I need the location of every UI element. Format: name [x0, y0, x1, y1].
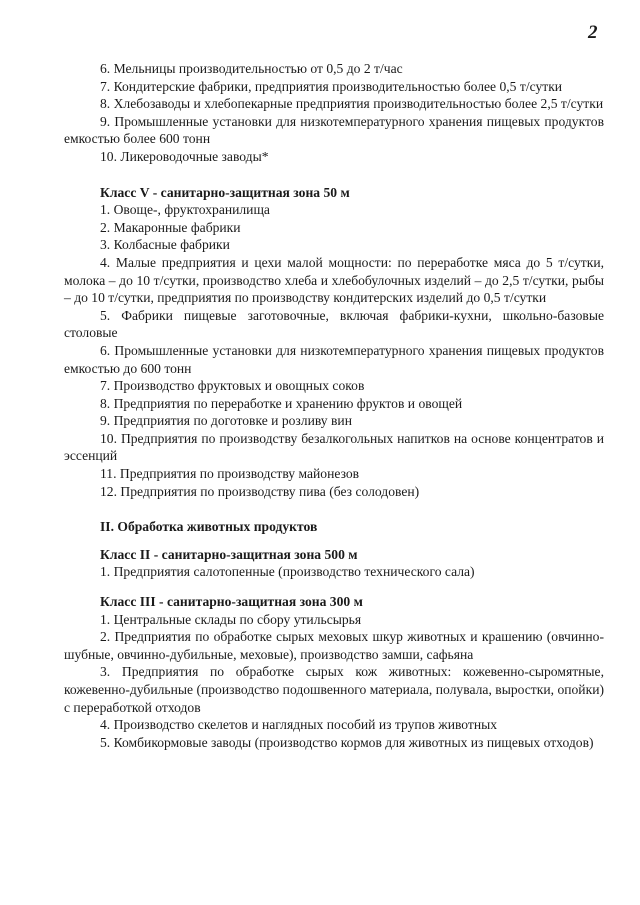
- list-item: 5. Комбикормовые заводы (производство кормов для животных из пищевых отходов): [100, 734, 594, 750]
- list-item: 1. Овоще-, фруктохранилища: [100, 202, 270, 218]
- list-item: 12. Предприятия по производству пива (без солодовен): [100, 483, 420, 499]
- list-item: 3. Предприятия по обработке сырых кож животных: кожевенно-сыромятные, кожевенно-дубильные (производство подошвенного материала, полувала, выростки, опойки) с переработкой отходов: [64, 664, 604, 715]
- class-ii-heading: Класс II - санитарно-защитная зона 500 м: [100, 546, 358, 562]
- list-item: 3. Колбасные фабрики: [100, 237, 230, 253]
- class-v-heading: Класс V - санитарно-защитная зона 50 м: [100, 184, 350, 200]
- document-body: [64, 60, 604, 751]
- list-item: 9. Предприятия по доготовке и розливу вин: [100, 413, 352, 429]
- list-item: 4. Малые предприятия и цехи малой мощности: по переработке мяса до 5 т/сутки, молока – до 10 т/сутки, производство хлеба и хлебобулочных изделий – до 2,5 т/сутки, рыбы – до 10 т/сутки, предприятия по производству кондитерских изделий до 0,5 т/сутки: [64, 254, 604, 306]
- list-item: 10. Ликероводочные заводы*: [100, 148, 269, 164]
- list-item: 8. Предприятия по переработке и хранению фруктов и овощей: [100, 395, 463, 411]
- list-item: 5. Фабрики пищевые заготовочные, включая фабрики-кухни, школьно-базовые столовые: [64, 307, 604, 341]
- list-item: 8. Хлебозаводы и хлебопекарные предприятия производительностью более 2,5 т/сутки: [100, 96, 604, 112]
- list-item: 2. Макаронные фабрики: [100, 219, 241, 235]
- list-item: 7. Производство фруктовых и овощных соков: [100, 378, 365, 394]
- list-item: 10. Предприятия по производству безалкогольных напитков на основе концентратов и эссенций: [64, 430, 604, 464]
- section-ii-heading: II. Обработка животных продуктов: [100, 519, 318, 535]
- list-item: 11. Предприятия по производству майонезов: [100, 466, 360, 482]
- list-item: 1. Центральные склады по сбору утильсырья: [100, 611, 362, 627]
- page-number: 2: [588, 22, 598, 43]
- list-item: 6. Промышленные установки для низкотемпературного хранения пищевых продуктов емкостью до 600 тонн: [64, 342, 604, 376]
- list-item: 4. Производство скелетов и наглядных пособий из трупов животных: [100, 717, 498, 733]
- list-item: 7. Кондитерские фабрики, предприятия производительностью более 0,5 т/сутки: [100, 78, 563, 94]
- list-item: 6. Мельницы производительностью от 0,5 до 2 т/час: [100, 61, 403, 76]
- list-item: 1. Предприятия салотопенные (производство технического сала): [100, 564, 475, 580]
- class-iii-heading: Класс III - санитарно-защитная зона 300 м: [100, 594, 363, 610]
- list-item: 2. Предприятия по обработке сырых меховых шкур животных и крашению (овчинно-шубные, овчинно-дубильные, меховые), производство замши, сафьяна: [64, 629, 604, 662]
- list-item: 9. Промышленные установки для низкотемпературного хранения пищевых продуктов емкостью более 600 тонн: [64, 113, 604, 147]
